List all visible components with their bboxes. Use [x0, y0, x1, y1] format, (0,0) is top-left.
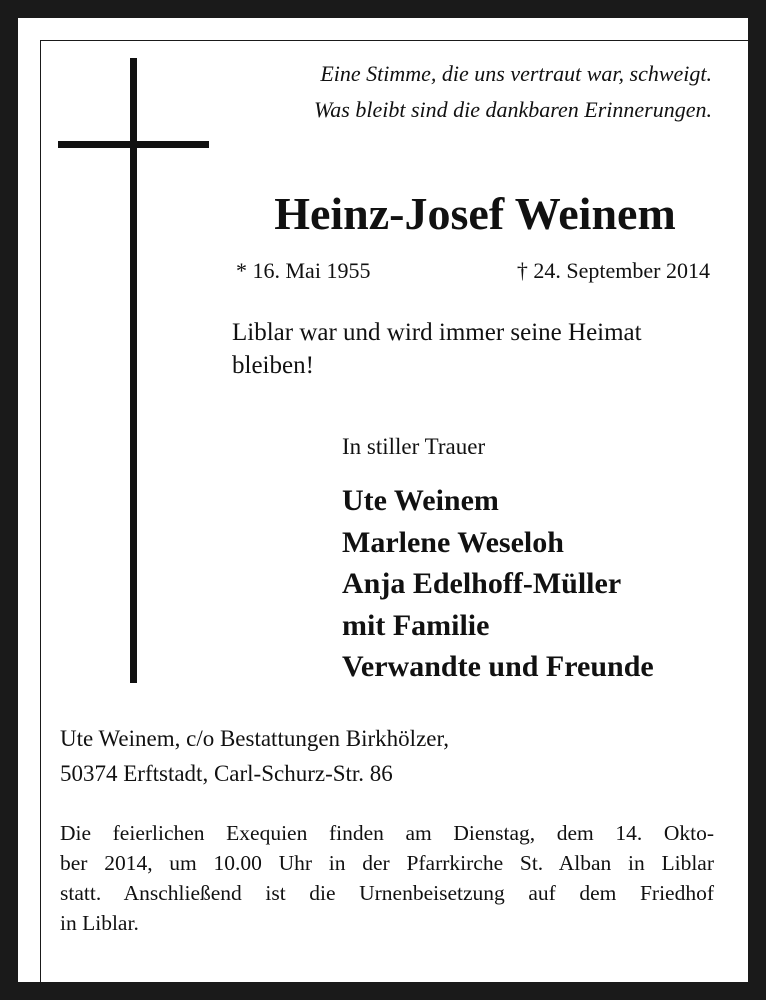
address-line-1: Ute Weinem, c/o Bestattungen Birkhölzer,: [60, 726, 449, 751]
mourner-name: Marlene Weseloh: [342, 525, 564, 559]
birth-date: * 16. Mai 1955: [236, 258, 371, 283]
mourner-name: Anja Edelhoff-Müller: [342, 567, 622, 600]
service-line-4: in Liblar.: [60, 911, 139, 935]
deceased-name: Heinz-Josef Weinem: [274, 188, 676, 239]
service-line-2: ber 2014, um 10.00 Uhr in der Pfarrkirche St. Alban in Liblar: [60, 851, 714, 875]
mourner-name: Verwandte und Freunde: [342, 650, 654, 683]
tribute-line-2: bleiben!: [232, 352, 314, 379]
quote-line-1: Eine Stimme, die uns vertraut war, schweigt.: [320, 61, 712, 86]
memorial-quote: [314, 56, 712, 128]
contact-address: [60, 721, 449, 791]
mourners-list: [342, 480, 654, 688]
tribute-line-1: Liblar war und wird immer seine Heimat: [232, 319, 642, 346]
service-line-1: Die feierlichen Exequien finden am Dienstag, dem 14. Okto-: [60, 821, 714, 845]
death-date: † 24. September 2014: [516, 258, 710, 283]
address-line-2: 50374 Erftstadt, Carl-Schurz-Str. 86: [60, 761, 393, 786]
service-announcement: [60, 818, 714, 938]
cross-vertical-bar: [130, 58, 137, 683]
mourner-name: Ute Weinem: [342, 484, 499, 517]
quote-line-2: Was bleibt sind die dankbaren Erinnerungen.: [314, 97, 712, 122]
mourner-name: mit Familie: [342, 608, 490, 642]
tribute-text: [232, 316, 712, 382]
mourning-intro: In stiller Trauer: [342, 434, 486, 459]
cross-horizontal-bar: [58, 141, 209, 148]
service-line-3: statt. Anschließend ist die Urnenbeisetzung auf dem Friedhof: [60, 881, 714, 905]
